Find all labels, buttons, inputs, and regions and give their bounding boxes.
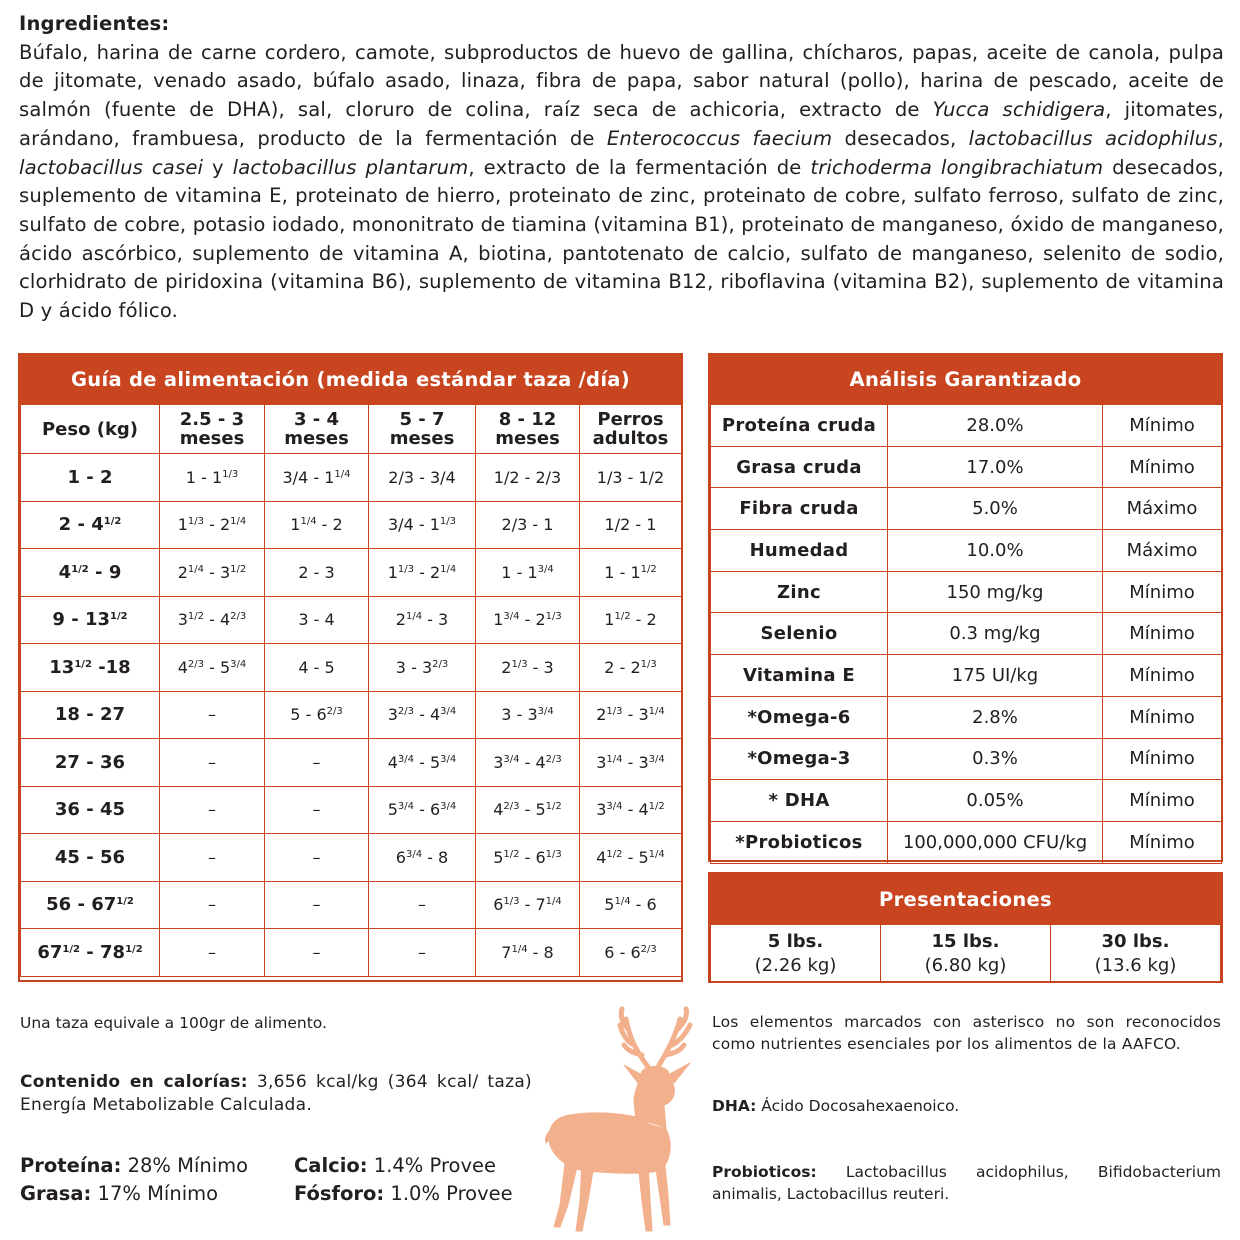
- portion-cell: $2^{1/3} - 3^{1/4}$: [580, 691, 682, 739]
- portion-cell: $1^{1/3} - 2^{1/4}$: [160, 501, 265, 549]
- header-line: meses: [284, 428, 349, 449]
- portion-cell: $1 - 1^{1/2}$: [580, 549, 682, 597]
- portion-cell: $1^{1/3} - 2^{1/4}$: [369, 549, 476, 597]
- nutrient-name: Proteína cruda: [711, 405, 888, 447]
- nutrient-qualifier: Mínimo: [1103, 821, 1222, 863]
- header-line: 3 - 4: [293, 409, 340, 430]
- ingredient-segment: desecados, suplemento de vitamina E, proteinato de hierro, proteinato de zinc, proteinato de cobre, sulfato ferroso, sulfato de zinc, sulfato de cobre, potasio iodado, mononitrato de tiamina (vitamina B1), proteinato de manganeso, óxido de manganeso, ácido ascórbico, suplemento de vitamina A, biotina, pantotenato de calcio, sulfato de manganeso, selenito de sodio, clorhidrato de piridoxina (vitamina B6), suplemento de vitamina B12, riboflavina (vitamina B2), suplemento de vitamina D y ácido fólico.: [19, 155, 1224, 323]
- ingredient-segment: desecados,: [832, 126, 969, 150]
- weight-cell: 45 - 56: [21, 834, 160, 882]
- portion-cell: $2 - 2^{1/3}$: [580, 644, 682, 692]
- table-row: [711, 530, 1222, 572]
- column-header-age: [580, 405, 682, 454]
- table-row: [711, 446, 1222, 488]
- portion-cell: $5 - 6^{2/3}$: [265, 691, 369, 739]
- dha-note: [712, 1095, 959, 1117]
- portion-cell: –: [160, 786, 265, 834]
- nutrient-name: *Omega-6: [711, 696, 888, 738]
- table-row: [21, 596, 682, 644]
- presentations-title: Presentaciones: [710, 874, 1221, 924]
- calories-text: 3,656 kcal/kg (364 kcal/ taza) Energía Metabolizable Calculada.: [20, 1072, 532, 1115]
- portion-cell: $4^{1/2} - 5^{1/4}$: [580, 834, 682, 882]
- portion-cell: $2^{1/3} - 3$: [476, 644, 580, 692]
- weight-cell: 36 - 45: [21, 786, 160, 834]
- table-row: [711, 655, 1222, 697]
- probiotics-text: Lactobacillus acidophilus, Bifidobacterium animalis, Lactobacillus reuteri.: [712, 1163, 1221, 1203]
- portion-cell: –: [265, 929, 369, 977]
- ingredient-segment: ,: [1217, 126, 1225, 150]
- portion-cell: –: [265, 834, 369, 882]
- portion-cell: $3^{3/4} - 4^{2/3}$: [476, 739, 580, 787]
- nutrient-qualifier: Máximo: [1103, 530, 1222, 572]
- nutrient-value: 28.0%: [888, 405, 1103, 447]
- calories-note: [20, 1071, 532, 1117]
- presentation-size: 5 lbs.: [767, 930, 824, 952]
- portion-cell: 2/3 - 1: [476, 501, 580, 549]
- portion-cell: $3^{1/4} - 3^{3/4}$: [580, 739, 682, 787]
- presentation-cell: [711, 925, 881, 983]
- presentation-metric: (6.80 kg): [924, 954, 1007, 976]
- nutrient-qualifier: Mínimo: [1103, 613, 1222, 655]
- ingredients-text: [19, 41, 1224, 322]
- nutrient-value: 175 UI/kg: [888, 655, 1103, 697]
- table-row: [711, 405, 1222, 447]
- analysis-title: Análisis Garantizado: [710, 355, 1221, 404]
- portion-cell: –: [369, 881, 476, 929]
- header-line: adultos: [592, 428, 669, 449]
- ingredient-species: trichoderma longibrachiatum: [810, 155, 1104, 179]
- presentation-cell: [1051, 925, 1221, 983]
- weight-cell: $9 - 13^{1/2}$: [21, 596, 160, 644]
- weight-cell: $4^{1/2} - 9$: [21, 549, 160, 597]
- portion-cell: 4 - 5: [265, 644, 369, 692]
- portion-cell: –: [369, 929, 476, 977]
- portion-cell: $1 - 1^{3/4}$: [476, 549, 580, 597]
- nutrient-value: 150 mg/kg: [888, 571, 1103, 613]
- portion-cell: –: [265, 786, 369, 834]
- portion-cell: –: [265, 739, 369, 787]
- ingredient-species: Yucca schidigera: [932, 98, 1106, 122]
- ingredient-species: lactobacillus casei: [19, 155, 204, 179]
- portion-cell: $5^{1/4} - 6$: [580, 881, 682, 929]
- fat-label: Grasa:: [20, 1182, 92, 1205]
- table-row: [711, 613, 1222, 655]
- nutrient-value: 2.8%: [888, 696, 1103, 738]
- portion-cell: $5^{1/2} - 6^{1/3}$: [476, 834, 580, 882]
- portion-cell: –: [160, 929, 265, 977]
- calcium-line: [294, 1152, 496, 1179]
- column-header-age: [265, 405, 369, 454]
- portion-cell: $1 - 1^{1/3}$: [160, 454, 265, 502]
- header-line: Peso (kg): [41, 418, 139, 440]
- portion-cell: $3 - 3^{2/3}$: [369, 644, 476, 692]
- fat-line: [20, 1180, 218, 1207]
- fat-value: 17% Mínimo: [91, 1182, 219, 1205]
- portion-cell: $7^{1/4} - 8$: [476, 929, 580, 977]
- table-row: [711, 780, 1222, 822]
- portion-cell: –: [160, 691, 265, 739]
- table-row: [711, 821, 1222, 863]
- dha-label: DHA:: [712, 1097, 757, 1115]
- portion-cell: $4^{3/4} - 5^{3/4}$: [369, 739, 476, 787]
- nutrient-value: 100,000,000 CFU/kg: [888, 821, 1103, 863]
- weight-cell: 18 - 27: [21, 691, 160, 739]
- portion-cell: $5^{3/4} - 6^{3/4}$: [369, 786, 476, 834]
- header-line: 5 - 7: [399, 409, 445, 430]
- ingredient-species: Enterococcus faecium: [606, 126, 833, 150]
- portion-cell: $1^{1/4} - 2$: [265, 501, 369, 549]
- nutrient-name: Vitamina E: [711, 655, 888, 697]
- table-row: [711, 488, 1222, 530]
- presentation-cell: [881, 925, 1051, 983]
- portion-cell: 1/2 - 1: [580, 501, 682, 549]
- table-row: [21, 929, 682, 977]
- nutrient-value: 0.3%: [888, 738, 1103, 780]
- table-row: [21, 739, 682, 787]
- portion-cell: $3/4 - 1^{1/4}$: [265, 454, 369, 502]
- column-header-age: [160, 405, 265, 454]
- phosphorus-label: Fósforo:: [294, 1182, 385, 1205]
- protein-label: Proteína:: [20, 1154, 122, 1177]
- probiotics-note: [712, 1161, 1221, 1205]
- table-row: [711, 738, 1222, 780]
- ingredient-segment: , jitomates, arándano, frambuesa, producto de la fermentación de: [19, 98, 1224, 150]
- nutrient-value: 10.0%: [888, 530, 1103, 572]
- portion-cell: $3/4 - 1^{1/3}$: [369, 501, 476, 549]
- phosphorus-value: 1.0% Provee: [384, 1182, 513, 1205]
- portion-cell: –: [160, 739, 265, 787]
- table-row: [21, 834, 682, 882]
- portion-cell: $1^{1/2} - 2$: [580, 596, 682, 644]
- portion-cell: $3^{3/4} - 4^{1/2}$: [580, 786, 682, 834]
- analysis-table: [710, 404, 1222, 864]
- guaranteed-analysis: [708, 353, 1223, 862]
- feeding-guide: [18, 353, 683, 982]
- presentation-size: 15 lbs.: [931, 930, 1000, 952]
- presentation-metric: (2.26 kg): [754, 954, 837, 976]
- calcium-label: Calcio:: [294, 1154, 368, 1177]
- column-header-weight: [21, 405, 160, 454]
- calories-label: Contenido en calorías:: [20, 1072, 248, 1092]
- portion-cell: $6^{1/3} - 7^{1/4}$: [476, 881, 580, 929]
- phosphorus-line: [294, 1180, 513, 1207]
- feeding-guide-table: [20, 404, 682, 977]
- protein-value: 28% Mínimo: [121, 1154, 249, 1177]
- weight-cell: 1 - 2: [21, 454, 160, 502]
- nutrient-name: Zinc: [711, 571, 888, 613]
- table-row: [711, 571, 1222, 613]
- column-header-age: [476, 405, 580, 454]
- nutrient-name: Grasa cruda: [711, 446, 888, 488]
- nutrient-qualifier: Mínimo: [1103, 571, 1222, 613]
- nutrient-name: Humedad: [711, 530, 888, 572]
- nutrient-qualifier: Mínimo: [1103, 655, 1222, 697]
- portion-cell: –: [265, 881, 369, 929]
- portion-cell: $1^{3/4} - 2^{1/3}$: [476, 596, 580, 644]
- portion-cell: $2^{1/4} - 3^{1/2}$: [160, 549, 265, 597]
- portion-cell: $6 - 6^{2/3}$: [580, 929, 682, 977]
- column-header-age: [369, 405, 476, 454]
- presentation-size: 30 lbs.: [1101, 930, 1170, 952]
- header-line: 8 - 12: [498, 409, 557, 430]
- deer-icon: [530, 1005, 715, 1235]
- weight-cell: $67^{1/2} - 78^{1/2}$: [21, 929, 160, 977]
- table-row: [21, 881, 682, 929]
- portion-cell: –: [160, 881, 265, 929]
- nutrient-qualifier: Mínimo: [1103, 446, 1222, 488]
- header-line: 2.5 - 3: [179, 409, 245, 430]
- nutrient-value: 5.0%: [888, 488, 1103, 530]
- header-line: meses: [179, 428, 245, 449]
- portion-cell: 1/2 - 2/3: [476, 454, 580, 502]
- probiotics-label: Probioticos:: [712, 1163, 817, 1181]
- nutrient-value: 17.0%: [888, 446, 1103, 488]
- presentations-table: [710, 924, 1221, 983]
- ingredient-species: lactobacillus acidophilus: [968, 126, 1218, 150]
- nutrient-qualifier: Mínimo: [1103, 738, 1222, 780]
- header-line: Perros: [597, 409, 664, 430]
- ingredients-heading: Ingredientes:: [19, 12, 170, 35]
- nutrient-name: *Omega-3: [711, 738, 888, 780]
- portion-cell: 2/3 - 3/4: [369, 454, 476, 502]
- nutrient-value: 0.05%: [888, 780, 1103, 822]
- table-row: [21, 691, 682, 739]
- portion-cell: $3 - 3^{3/4}$: [476, 691, 580, 739]
- portion-cell: 2 - 3: [265, 549, 369, 597]
- ingredient-segment: Búfalo, harina de carne cordero, camote, subproductos de huevo de gallina, chícharos, papas, aceite de canola, pulpa de jitomate, venado asado, búfalo asado, linaza, fibra de papa, sabor natural (pollo), harina de pescado, aceite de salmón (fuente de DHA), sal, cloruro de colina, raíz seca de achicoria, extracto de: [19, 40, 1224, 122]
- feeding-guide-title: Guía de alimentación (medida estándar taza /día): [20, 355, 681, 404]
- ingredient-segment: , extracto de la fermentación de: [468, 155, 811, 179]
- cup-note: Una taza equivale a 100gr de alimento.: [20, 1014, 327, 1032]
- weight-cell: $56 - 67^{1/2}$: [21, 881, 160, 929]
- presentations: [708, 872, 1223, 983]
- portion-cell: 3 - 4: [265, 596, 369, 644]
- portion-cell: $6^{3/4} - 8$: [369, 834, 476, 882]
- portion-cell: $4^{2/3} - 5^{1/2}$: [476, 786, 580, 834]
- feeding-guide-header-row: [21, 405, 682, 454]
- portion-cell: $3^{1/2} - 4^{2/3}$: [160, 596, 265, 644]
- table-row: [21, 501, 682, 549]
- table-row: [21, 549, 682, 597]
- table-row: [711, 696, 1222, 738]
- nutrient-qualifier: Máximo: [1103, 488, 1222, 530]
- asterisk-note: Los elementos marcados con asterisco no son reconocidos como nutrientes esenciales por los alimentos de la AAFCO.: [712, 1013, 1221, 1053]
- table-row: [21, 454, 682, 502]
- header-line: meses: [389, 428, 455, 449]
- table-row: [21, 786, 682, 834]
- nutrient-name: Fibra cruda: [711, 488, 888, 530]
- header-line: meses: [495, 428, 560, 449]
- weight-cell: 27 - 36: [21, 739, 160, 787]
- nutrient-value: 0.3 mg/kg: [888, 613, 1103, 655]
- weight-cell: $2 - 4^{1/2}$: [21, 501, 160, 549]
- weight-cell: $13^{1/2}$ -18: [21, 644, 160, 692]
- ingredient-segment: y: [203, 155, 233, 179]
- ingredients-block: [19, 10, 1224, 326]
- nutrient-name: Selenio: [711, 613, 888, 655]
- portion-cell: –: [160, 834, 265, 882]
- nutrient-qualifier: Mínimo: [1103, 696, 1222, 738]
- portion-cell: $3^{2/3} - 4^{3/4}$: [369, 691, 476, 739]
- portion-cell: 1/3 - 1/2: [580, 454, 682, 502]
- calcium-value: 1.4% Provee: [367, 1154, 497, 1177]
- nutrient-qualifier: Mínimo: [1103, 780, 1222, 822]
- table-row: [21, 644, 682, 692]
- nutrient-name: * DHA: [711, 780, 888, 822]
- dha-text: Ácido Docosahexaenoico.: [756, 1097, 960, 1115]
- protein-line: [20, 1152, 248, 1179]
- portion-cell: $4^{2/3} - 5^{3/4}$: [160, 644, 265, 692]
- portion-cell: $2^{1/4} - 3$: [369, 596, 476, 644]
- presentation-metric: (13.6 kg): [1094, 954, 1177, 976]
- ingredient-species: lactobacillus plantarum: [232, 155, 469, 179]
- nutrient-qualifier: Mínimo: [1103, 405, 1222, 447]
- nutrient-name: *Probioticos: [711, 821, 888, 863]
